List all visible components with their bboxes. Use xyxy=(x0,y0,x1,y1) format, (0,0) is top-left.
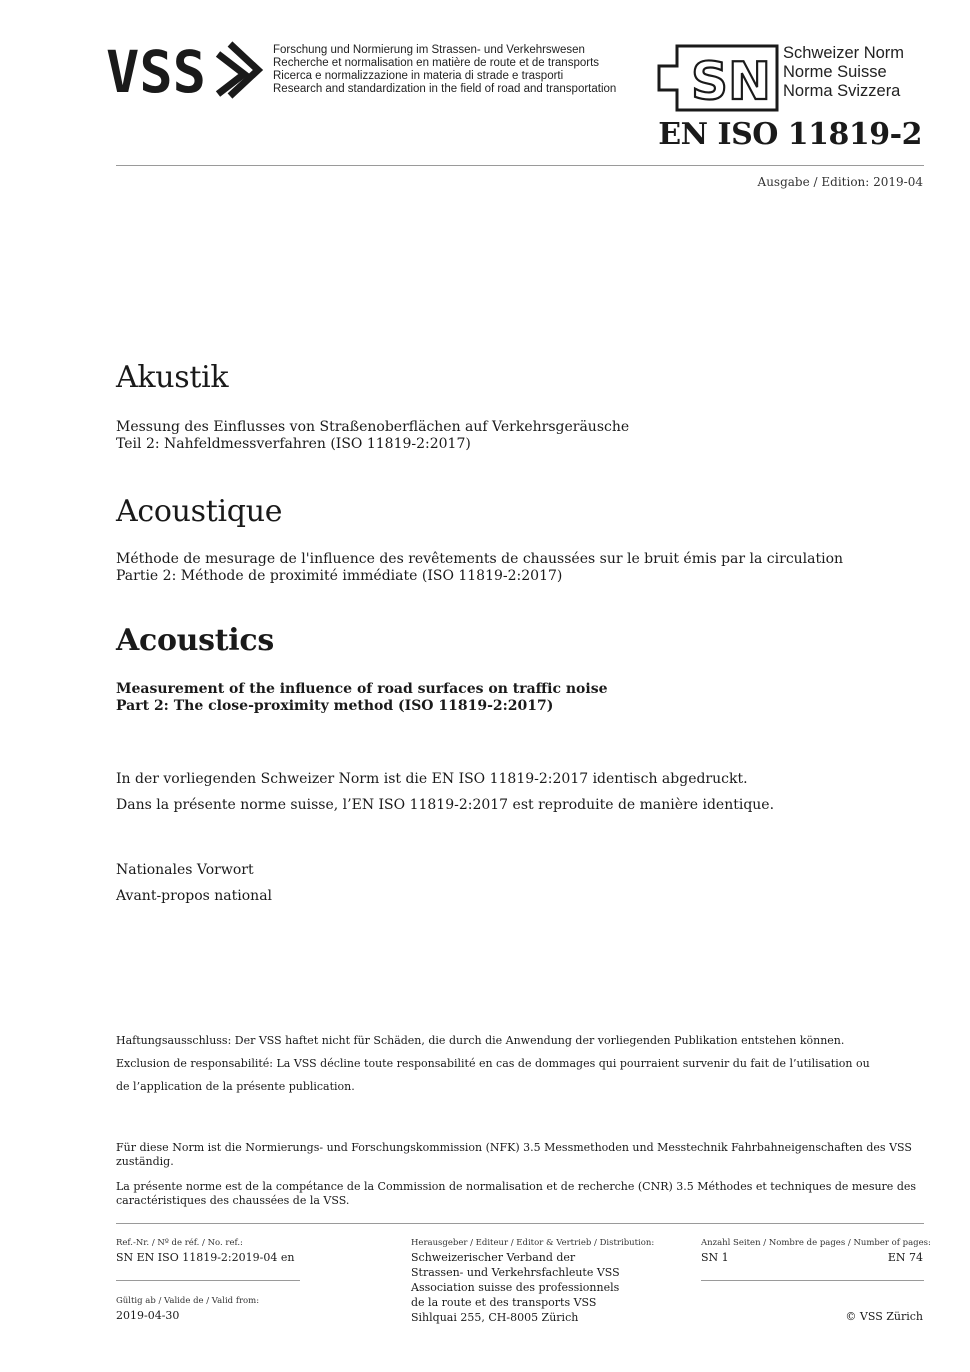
vss-tagline-it: Ricerca e normalizzazione in materia di strade e trasporti xyxy=(273,70,564,82)
subtitle-en xyxy=(116,681,608,715)
svg-text:SN: SN xyxy=(691,52,771,112)
publisher-label: Herausgeber / Editeur / Editor & Vertrieb / Distribution: xyxy=(411,1238,655,1248)
valid-value: 2019-04-30 xyxy=(116,1309,180,1322)
subtitle-en-line2: Part 2: The close-proximity method (ISO 11819-2:2017) xyxy=(116,698,554,714)
pages-sn: SN 1 xyxy=(701,1251,729,1264)
subtitle-de-line2: Teil 2: Nahfeldmessverfahren (ISO 11819-2:2017) xyxy=(116,436,471,452)
vss-tagline-fr: Recherche et normalisation en matière de route et de transports xyxy=(273,57,600,69)
vss-tagline-en: Research and standardization in the field of road and transportation xyxy=(273,83,617,95)
publisher-address xyxy=(411,1250,620,1325)
ref-label: Ref.-Nr. / Nº de réf. / No. ref.: xyxy=(116,1238,243,1248)
subtitle-de-line1: Messung des Einflusses von Straßenoberflächen auf Verkehrsgeräusche xyxy=(116,419,630,435)
disclaimer-fr-line2: de l’application de la présente publication. xyxy=(116,1080,355,1093)
subtitle-de xyxy=(116,419,629,453)
subtitle-fr-line1: Méthode de mesurage de l'influence des revêtements de chaussées sur le bruit émis par la circulation xyxy=(116,551,844,567)
footer-divider xyxy=(116,1223,924,1224)
sn-tagline xyxy=(783,44,904,101)
pages-en: EN 74 xyxy=(887,1251,923,1264)
copyright: © VSS Zürich xyxy=(845,1310,923,1323)
valid-label: Gültig ab / Valide de / Valid from: xyxy=(116,1296,260,1306)
sn-tagline-de: Schweizer Norm xyxy=(783,44,905,62)
sn-logo xyxy=(657,44,779,112)
publisher-line: de la route et des transports VSS xyxy=(411,1296,597,1309)
vss-logo xyxy=(106,40,266,100)
svg-text:VSS: VSS xyxy=(106,40,206,100)
header-divider xyxy=(116,165,924,166)
ref-divider xyxy=(116,1280,300,1281)
sn-tagline-it: Norma Svizzera xyxy=(783,82,901,100)
disclaimer-de: Haftungsausschluss: Der VSS haftet nicht für Schäden, die durch die Anwendung der vorliegenden Publikation entstehen können. xyxy=(116,1034,845,1047)
publisher-line: Sihlquai 255, CH-8005 Zürich xyxy=(411,1311,579,1324)
foreword-de: Nationales Vorwort xyxy=(116,862,254,878)
publisher-line: Schweizerischer Verband der xyxy=(411,1251,576,1264)
committee-de: Für diese Norm ist die Normierungs- und Forschungskommission (NFK) 3.5 Messmethoden und Messtechnik Fahrbahneigenschaften des VSS zuständig. xyxy=(116,1141,912,1168)
title-fr: Acoustique xyxy=(116,494,283,529)
committee-fr: La présente norme est de la compétance de la Commission de normalisation et de recherche (CNR) 3.5 Méthodes et techniques de mesure des caractéristiques des chaussées de la VSS. xyxy=(116,1180,917,1207)
subtitle-en-line1: Measurement of the influence of road surfaces on traffic noise xyxy=(116,681,608,697)
subtitle-fr xyxy=(116,551,843,585)
identity-statement-fr: Dans la présente norme suisse, l’EN ISO 11819-2:2017 est reproduite de manière identique. xyxy=(116,797,775,813)
disclaimer-fr-line1: Exclusion de responsabilité: La VSS décline toute responsabilité en cas de dommages qui pourraient survenir du fait de l’utilisation ou xyxy=(116,1057,870,1070)
ref-value: SN EN ISO 11819-2:2019-04 en xyxy=(116,1251,295,1264)
title-en: Acoustics xyxy=(116,623,274,658)
identity-statement-de: In der vorliegenden Schweizer Norm ist die EN ISO 11819-2:2017 identisch abgedruckt. xyxy=(116,771,748,787)
vss-tagline xyxy=(273,44,616,96)
publisher-line: Association suisse des professionnels xyxy=(411,1281,620,1294)
edition-date: Ausgabe / Edition: 2019-04 xyxy=(757,175,923,189)
pages-label: Anzahl Seiten / Nombre de pages / Number of pages: xyxy=(701,1238,931,1248)
vss-tagline-de: Forschung und Normierung im Strassen- und Verkehrswesen xyxy=(273,44,585,56)
document-number: EN ISO 11819-2 xyxy=(658,117,922,152)
title-de: Akustik xyxy=(116,360,229,395)
publisher-line: Strassen- und Verkehrsfachleute VSS xyxy=(411,1266,620,1279)
subtitle-fr-line2: Partie 2: Méthode de proximité immédiate (ISO 11819-2:2017) xyxy=(116,568,563,584)
foreword-fr: Avant-propos national xyxy=(116,888,273,904)
pages-divider xyxy=(701,1280,924,1281)
sn-tagline-fr: Norme Suisse xyxy=(783,63,887,81)
